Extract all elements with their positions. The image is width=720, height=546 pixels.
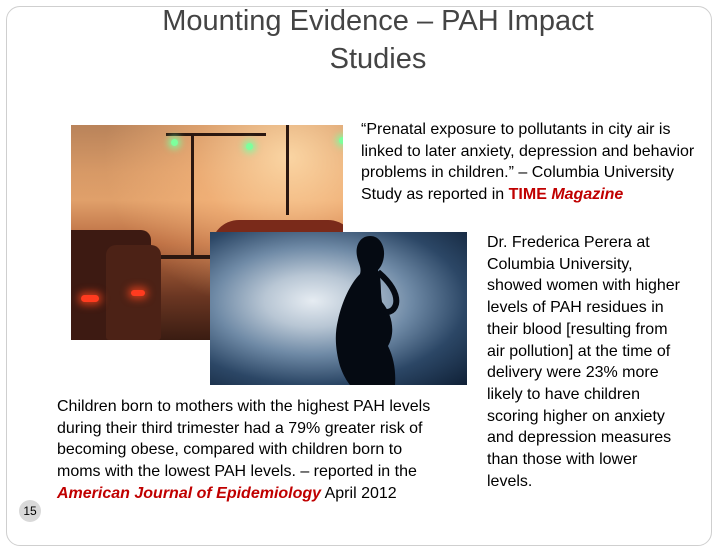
- quote-source-time: TIME: [508, 185, 547, 203]
- children-study-block: [57, 396, 437, 505]
- slide-title-line-2: Studies: [329, 43, 427, 75]
- publication-date: April 2012: [321, 484, 397, 502]
- page-number: 15: [19, 500, 41, 522]
- children-study-text: Children born to mothers with the highest PAH levels during their third trimester had a 79% greater risk of becoming obese, compared with children born to moms with the lowest PAH levels. – reported in the: [57, 398, 431, 481]
- quote-source-magazine: Magazine: [551, 185, 624, 203]
- slide-title-line-1: Mounting Evidence – PAH Impact: [162, 5, 594, 37]
- silhouette-photo: [210, 232, 467, 385]
- slide-title: [60, 2, 696, 78]
- quote-block: [361, 119, 706, 205]
- pregnant-silhouette-icon: [210, 232, 467, 385]
- perera-study-text: Dr. Frederica Perera at Columbia University, showed women with higher levels of PAH residues in their blood [resulting from air pollution] at the time of delivery were 23% more likely to have children scoring higher on anxiety and depression measures than those with lower levels.: [487, 234, 680, 490]
- quote-text: “Prenatal exposure to pollutants in city air is linked to later anxiety, depression and behavior problems in children.” – Columbia University Study as reported in: [361, 121, 695, 203]
- journal-name: American Journal of Epidemiology: [57, 484, 322, 502]
